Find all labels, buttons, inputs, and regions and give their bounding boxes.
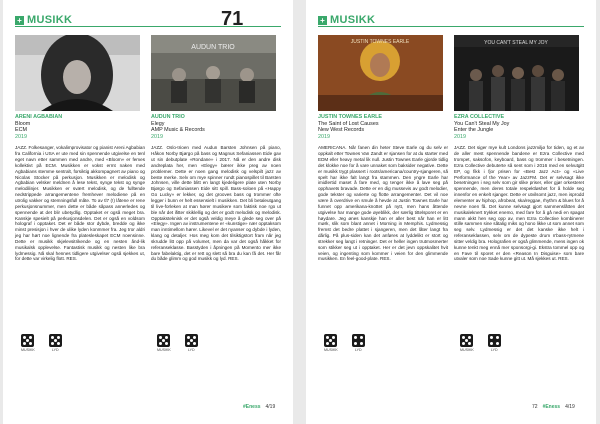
album-title: Bloom [15,120,31,127]
dice-pip [187,336,190,339]
footer-logo: #Eness [542,404,561,410]
artist-name: EZRA COLLECTIVE [454,114,505,120]
rating-label: LYD [354,348,362,352]
dice-icon [49,334,62,347]
dice-pip [54,339,57,342]
dice-pip [29,336,32,339]
section-header [318,14,375,26]
artist-name: JUSTIN TOWNES EARLE [318,114,382,120]
dice-icon [185,334,198,347]
dice-pip [468,342,471,345]
cover-text: AUDUN TRIO [191,44,235,51]
dice-pip [468,336,471,339]
rating-label: LYD [51,348,59,352]
rating-dice [460,334,501,352]
rating-label: MUSIKK [460,348,474,352]
dice-icon [157,334,170,347]
review-body: JAZZ. Folkesanger, vokalimprovisator og pianist Areni Agbabian fra California i USA er ute med sin spennende utgivelse en tenl eget navn etter sammen med andre, med «Bloom» er femes kollektivt på ECM. Musikken er vokst ermt naken med Agbabians stemme sentralt, forsiktig akkompagnert av piano og Nicolas Stocker på perkusjon. Musikken er melodisk og Agbabian velsker meldnen å lese tekst, synge tekst og synge melodilinjer. Musikken er svært melodisk, og de fulltende nedstrippede arrangementene fremhever melodiene på en utrolig vakker og stemningsfull måte. To av tl7 (!) låtene er rene perkusjonsnummer, men dette er både såpass annerledes og spennende at det blir ubetydlig. Opptaket er også meget bra. Kanskje spesielt på perkusjonsdelen. Det er også en voldsom holograf i opptaket. Det er både stor dybde, bredde og ikke minst presisjon i hver de ulike lyden konmmer fra. Jeg tror aldri jeg har hørt noe lignende fra platesleskapet ECM noensinne. Dette er musikk skjelevsitrikende og en nesten ånd-lik musikalsk opplevelse. Fantastisk musikk og nesten like bra lydmessig. Nå skal hennes tidligere utgivelser også sjekkes ut, for dette var virkelig flott. RES. [15,145,145,262]
rating-label: MUSIKK [21,348,35,352]
review-meta [15,114,145,140]
page-number: 71 [221,8,244,30]
dice-pip [332,336,335,339]
release-year: 2019 [318,133,330,140]
page-footer [532,404,575,410]
portrait-photo [15,35,140,111]
cover-text: JUSTIN TOWNES EARLE [350,39,410,45]
band-photo [454,35,579,111]
plus-icon: + [15,16,24,25]
rating-sound [352,334,365,352]
album-title: Elegy [151,120,165,127]
right-page [306,0,596,424]
dice-pip [496,342,499,345]
dice-pip [165,336,168,339]
review-audun-trio [151,35,281,262]
review-body: JAZZ. Det siger mye kult Londons jazzmiljø for tiden, og et av de aller mest spennende bandene er Ezra Collective med trompet, saksofon, keyboard, bass og trommer i besetningen. Ezra Collective debuterte så sent som i 2016 med en selvutgitt EP, og fikk i fjor prisen for «Best Jazz Act» og «Live Performance of the Year» av JazzFM. Det er selvsagt ikke besetningen i seg selv som gir slike priser, eller gjør orkesteret spennende, men deres totale respektløshet for å holde seg innenfor en enkelt sjanger. Dette er utvilsomt jazz, men isprodd elementer av hiphop, afrobeat, ska/reggae, rhythm & blues for å nevne noen få. Det kunne selvsagt gjort sammenslåtten det musikaleknert trykket enemo, med fare for å gå nedi en spagat mann akkt hen seg opp av, men Ezra Collective kombinerer stille sammen sine såtalig miks og hono likke ut som annet som seg selv. Lydmessig er det det kanske ikke helt i referanseklassen, selv om de dypeste drum n'bass-rytmene sitter veldig bra. Holografien er også glimmende, mens ingen ok kunne tenkt meg ennå mer sponsorgi-gi. Ekstra tommel opp og en Fave til sporet er den «Reason In Disguise» som bare utvaler som noe Sade kunne gitt ut. Må sjekkes ut. RES. [454,145,584,262]
dice-pip [462,342,465,345]
rating-music [324,334,338,352]
review-meta [318,114,448,140]
dice-pip [360,336,363,339]
dice-icon [324,334,337,347]
dice-pip [23,342,26,345]
rating-music [460,334,474,352]
painting-cover [318,35,443,111]
album-cover-saint-of-lost-causes [318,35,443,111]
footer-page: 4/19 [265,404,276,410]
record-label: New West Records [318,127,365,134]
dice-pip [51,342,54,345]
rating-sound [488,334,501,352]
section-header [15,14,72,26]
section-title: MUSIKK [330,14,376,26]
cover-text: YOU CAN'T STEAL MY JOY [484,40,548,46]
record-label: AMP Music & Records [151,127,205,134]
album-title: You Can't Steal My Joy [454,120,510,127]
rating-dice [324,334,365,352]
dice-pip [190,339,193,342]
rating-label: MUSIKK [324,348,338,352]
dice-icon [21,334,34,347]
page-footer [243,404,275,410]
rating-label: LYD [187,348,195,352]
rating-label: MUSIKK [157,348,171,352]
dice-pip [360,342,363,345]
dice-icon [488,334,501,347]
dice-pip [354,342,357,345]
dice-pip [193,342,196,345]
dice-pip [187,342,190,345]
artist-name: AUDUN TRIO [151,114,185,120]
rating-music [157,334,171,352]
album-cover-elegy [151,35,276,111]
review-body: JAZZ. Oslo-trioen med Audun Barsten Johnsen på piano, Håkon Norby Bjørgo på bass og Magnus Sefaniassen Eide gav ut sin debutplate «Rondane» i 2017. Nå er den andre disk andreplata her, men «Elegy» bærer ikke preg av noen problemer. Dette er noen gang melodisk og velspilt jazz av beste merke. Selv om mye spinner rundt pianospillet til Barsten Johnsen, ville dette blitt en langt kjedeligere plate uten Norby Bjørgo og Sefaniassen Eide sitt spill. Bass-soloen på «Happy Go Lucky» er lekker, og det grooves bass og trommer ofte legger i bunn er helt essensielt i musikken. Det bli betaleutgang til live-forleken at man hører musikere som faktisk noe rgo ut ble når det ifitter skiklellig og det er godt melodisk og melodisk. Opptaksteknisk er det også veldig meye å glede seg over på «Elegy». Ingen av instrumentene er «kunstige» nær opptaksom man inntimellom hører. Likevel er det nyanser og dybde i lyden, klang og detaljer. Hos meg kom det tilsiktigstort fram når jeg skrudde litt opp på volumet, men da var det også håkket for referanseklasse. Basstyden i åpningen på Momento mer ikke bare fabelaktig, det er rett og slett så bra du kan få det. Her får du både glimm og god musikk og lyd. RES. [151,145,281,262]
review-justin-townes-earle [318,35,448,262]
footer-logo: #Eness [243,404,261,410]
dice-icon [460,334,473,347]
dice-pip [332,342,335,345]
rating-music [21,334,35,352]
dice-pip [57,342,60,345]
dice-pip [165,342,168,345]
footer-page: 4/19 [565,404,575,410]
record-label: Enter the Jungle [454,127,494,134]
dice-pip [29,342,32,345]
dice-pip [496,336,499,339]
album-title: The Saint of Lost Causes [318,120,379,127]
dice-pip [193,336,196,339]
rating-dice [157,334,198,352]
rating-sound [185,334,198,352]
review-ezra-collective [454,35,584,262]
release-year: 2019 [15,133,27,140]
section-title: MUSIKK [27,14,73,26]
plus-icon: + [318,16,327,25]
rating-label: LYD [490,348,498,352]
dice-icon [352,334,365,347]
review-areni-agbabian [15,35,145,262]
header-rule [318,26,584,27]
dice-pip [354,336,357,339]
review-meta [454,114,584,140]
release-year: 2019 [454,133,466,140]
rating-dice [21,334,62,352]
band-photo [151,35,276,111]
release-year: 2019 [151,133,163,140]
album-cover-bloom [15,35,140,111]
artist-name: ARENI AGBABIAN [15,114,63,120]
dice-pip [159,342,162,345]
record-label: ECM [15,127,27,134]
album-cover-you-cant-steal-my-joy [454,35,579,111]
dice-pip [57,336,60,339]
dice-pip [490,336,493,339]
review-meta [151,114,281,140]
footer-page-number: 72 [532,404,538,410]
dice-pip [326,342,329,345]
rating-sound [49,334,62,352]
review-body: AMERICANA. Når fanen din heter Steve Earle og du selv er oppkalt etter Townes Van Zandt er sjansen for at du starter med EDM eller heavy metal lik null. Justin Townes Earle gjorde tidlig det klokke noe for å vare unnaket som baksider negative. Dette er musikk trygt plassert i roots/americana/country-sjangeren, så spelt har ikke falt langt fra stammen. Den yngre Earle har imidlertid maset å fare med, og tenger ikke å lave seg på opphavets bravade. Dette er en dig mussevis av godt melodier, gode tekster og varierte og flotte arrangementer. Det vil noe være å overdrive en smule å hevde at Justin Townes Earle har funnet opp amerikana-knottet på nytt, men hans åttende utgivelse har mange gode øyeblikk, der særlig tittelsporet er en høydare. Jeg ønes kanskje han er aller best når han er litt mørk, slik som blant annet i Morning in Memphis. Lydmessig fremst det bedre plattet i sjangeren, men det låter langt fra dårlig. På plus-siden kan det anføres at lyddelikt er stort og strekker seg langt i retninger. Det er heller ingen trutmosmerter som stikker seg ut i opptaket. Her er det jevn oppskalitet hvit veien, og ingenting som kommer i veien for den glimmende musikken. En feel-good-plate. RES. [318,145,448,262]
dice-pip [490,342,493,345]
dice-pip [51,336,54,339]
left-page [3,0,293,424]
